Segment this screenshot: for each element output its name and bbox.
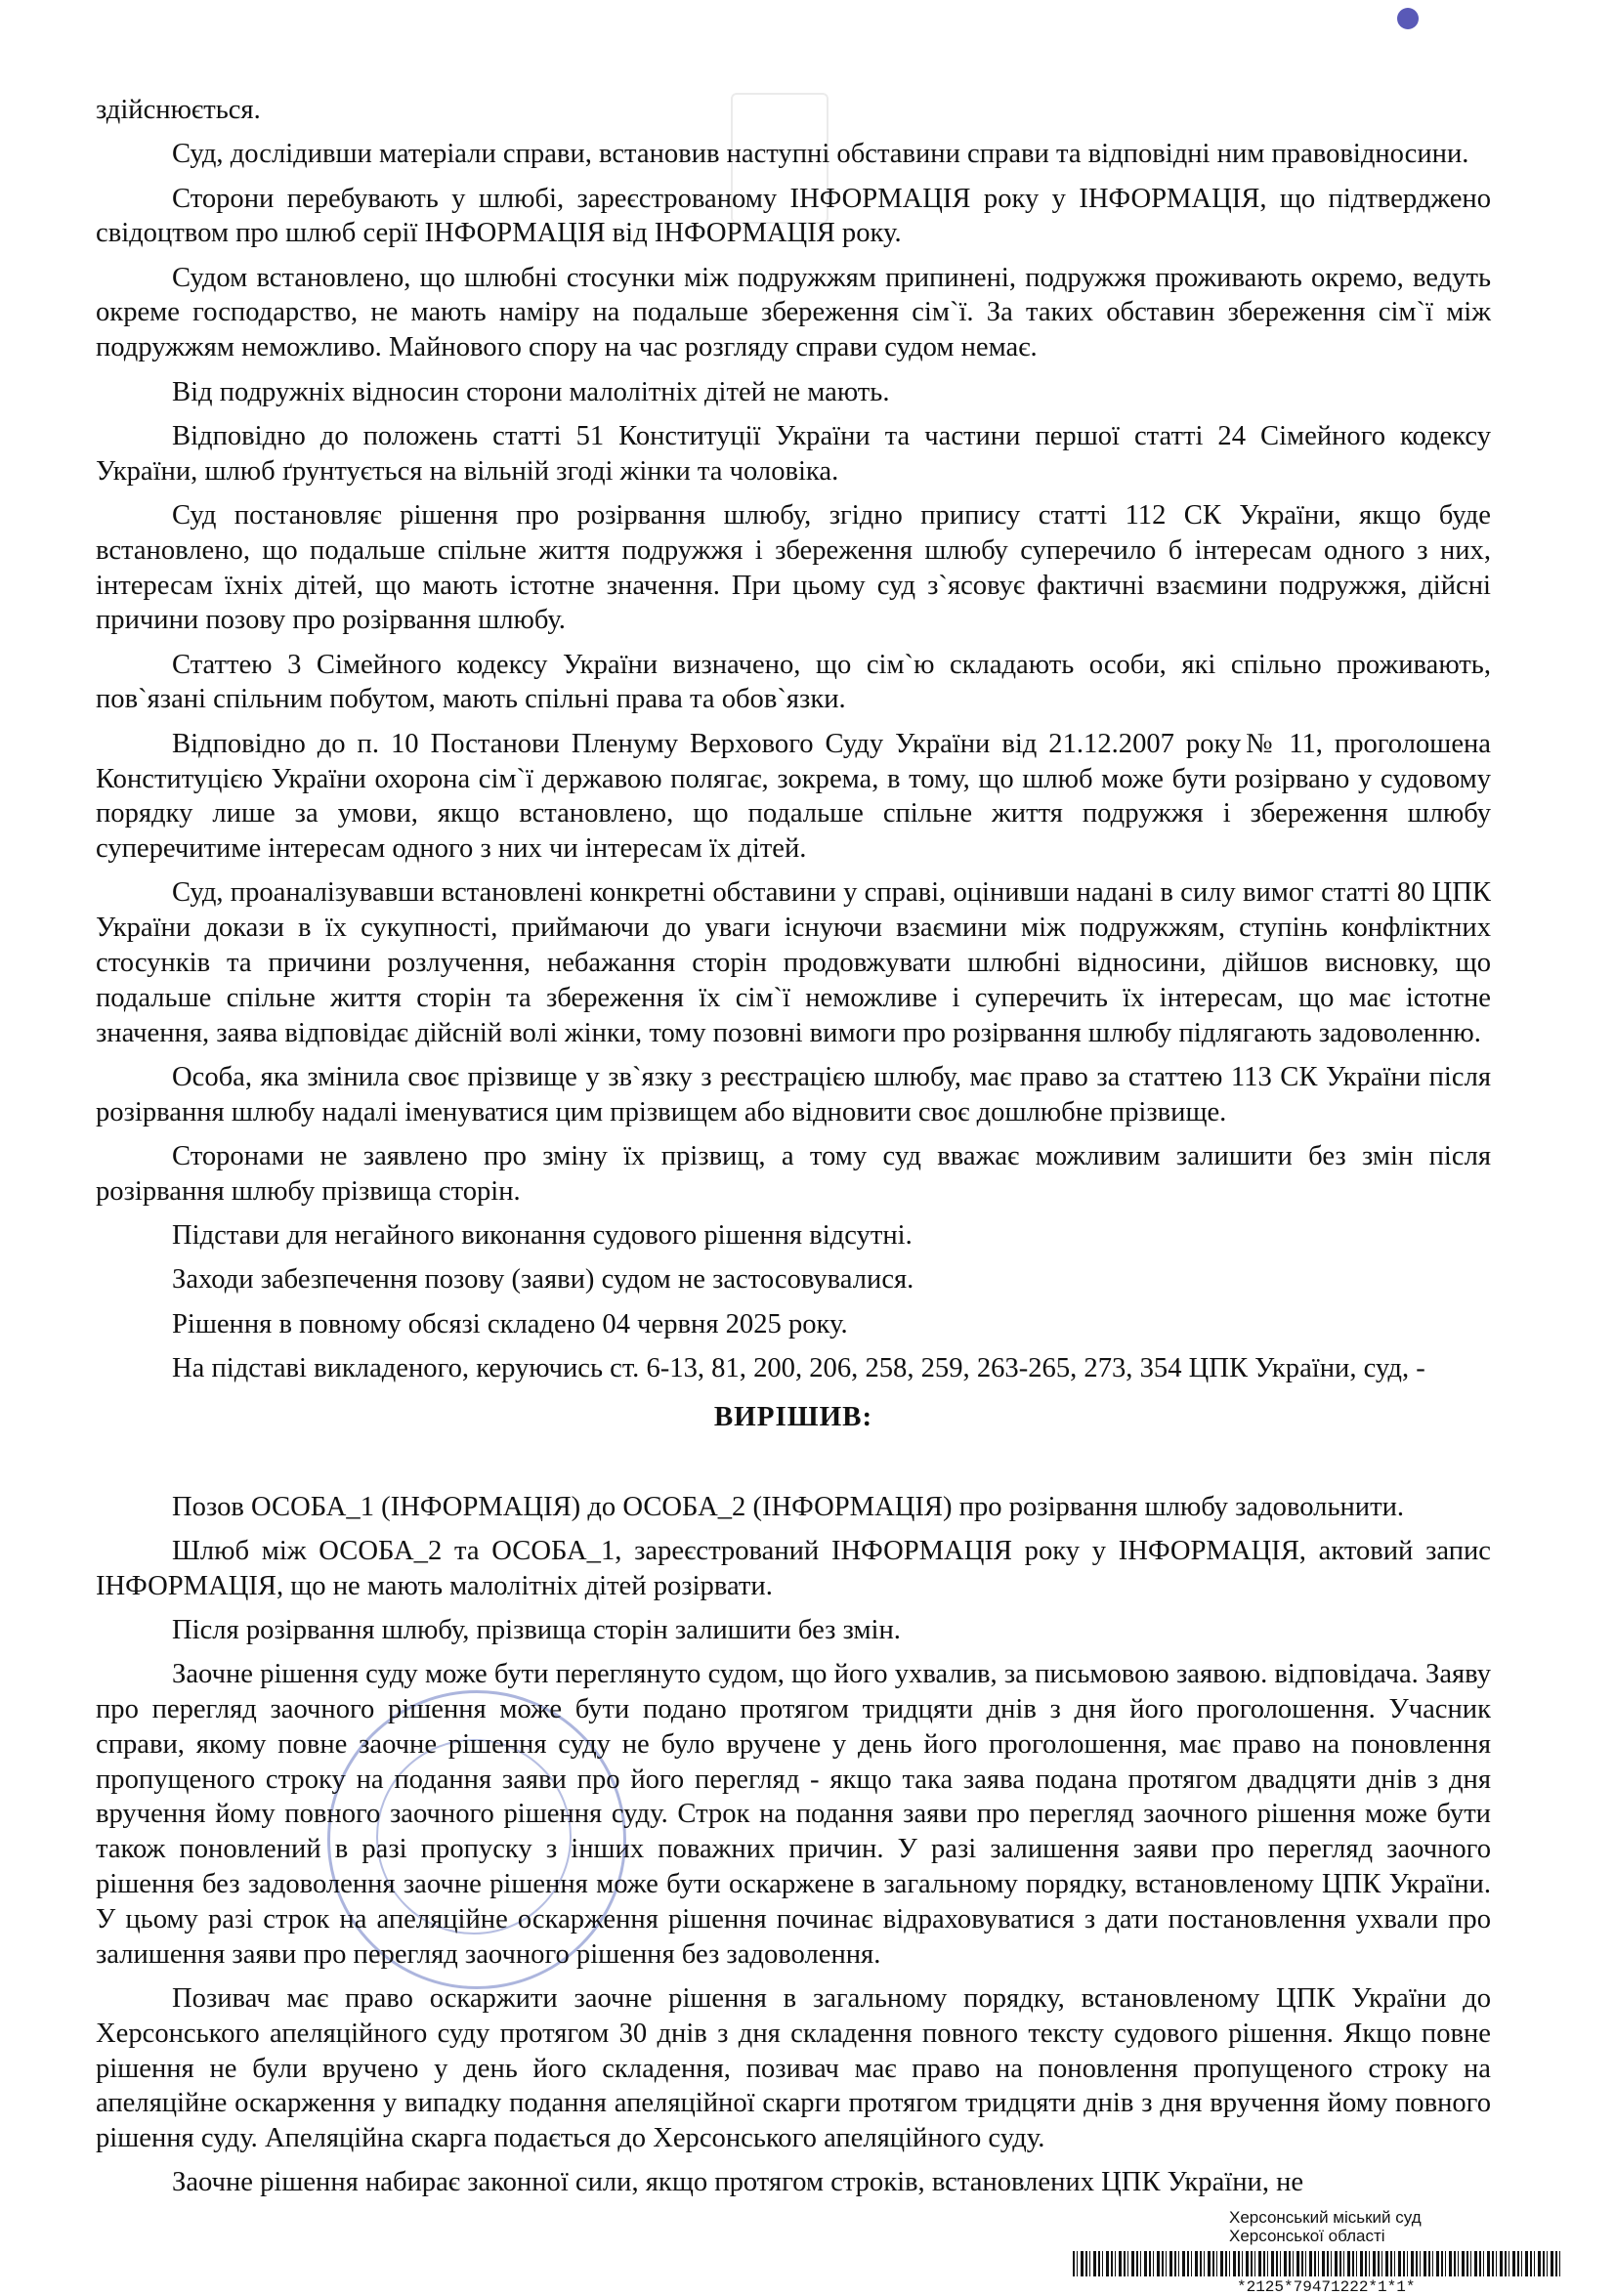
paragraph: Рішення в повному обсязі складено 04 червня 2025 року. (172, 1308, 848, 1339)
paragraph: Підстави для негайного виконання судового рішення відсутні. (172, 1220, 913, 1252)
barcode-icon (1073, 2251, 1561, 2276)
paragraph: Відповідно до п. 10 Постанови Пленуму Верхового Суду України від 21.12.2007 року№ 11, проголошена Конституцією України охорона сім`ї державою полягає, зокрема, в тому, що шлюб може бути розірвано у судовому порядку лише за умови, якщо встановлено, що подальше спільне життя подружжя і збереження шлюбу суперечитиме інтересам одного з них чи інтересам їх дітей. (96, 728, 1491, 865)
document-footer (1073, 2208, 1581, 2296)
paragraph: Від подружніх відносин сторони малолітніх дітей не мають. (172, 376, 890, 407)
paragraph: Судом встановлено, що шлюбні стосунки між подружжям припинені, подружжя проживають окремо, ведуть окреме господарство, не мають наміру на подальше збереження сім`ї. За таких обставин збереження сім`ї між подружжям неможливо. Майнового спору на час розгляду справи судом немає. (96, 262, 1491, 363)
decision-paragraph: Після розірвання шлюбу, прізвища сторін залишити без змін. (172, 1614, 901, 1645)
paragraph: Сторонами не заявлено про зміну їх прізвищ, а тому суд вважає можливим залишити без змін після розірвання шлюбу прізвища сторін. (96, 1141, 1491, 1207)
paragraph: Сторони перебувають у шлюбі, зареєстрованому ІНФОРМАЦІЯ року у ІНФОРМАЦІЯ, що підтверджено свідоцтвом про шлюб серії ІНФОРМАЦІЯ від ІНФОРМАЦІЯ року. (96, 183, 1491, 249)
decision-paragraph: Шлюб між ОСОБА_2 та ОСОБА_1, зареєстрований ІНФОРМАЦІЯ року у ІНФОРМАЦІЯ, актовий запис ІНФОРМАЦІЯ, що не мають малолітніх дітей розірвати. (96, 1535, 1491, 1601)
decision-paragraph: Позов ОСОБА_1 (ІНФОРМАЦІЯ) до ОСОБА_2 (ІНФОРМАЦІЯ) про розірвання шлюбу задовольнити. (172, 1491, 1405, 1522)
ink-mark-icon (1397, 8, 1419, 29)
court-name-line: Херсонський міський суд (1229, 2208, 1422, 2227)
court-region-line: Херсонської області (1229, 2227, 1385, 2245)
decision-heading: ВИРІШИВ: (713, 1400, 873, 1432)
document-body (96, 93, 1491, 2210)
paragraph: Суд, дослідивши матеріали справи, встановив наступні обставини справи та відповідні ним правовідносини. (172, 139, 1469, 170)
barcode-number: *2125*79471222*1*1* (1237, 2278, 1416, 2296)
paragraph: Суд постановляє рішення про розірвання шлюбу, згідно припису статті 112 СК України, якщо буде встановлено, що подальше спільне життя подружжя і збереження шлюбу суперечило б інтересам одного з них, інтересам їхніх дітей, що мають істотне значення. При цьому суд з`ясовує фактичні взаємини подружжя, дійсні причини позову про розірвання шлюбу. (96, 499, 1491, 636)
decision-paragraph: Заочне рішення набирає законної сили, якщо протягом строків, встановлених ЦПК України, не (172, 2167, 1304, 2198)
paragraph: Статтею 3 Сімейного кодексу України визначено, що сім`ю складають особи, які спільно проживають, пов`язані спільним побутом, мають спільні права та обов`язки. (96, 649, 1491, 715)
paragraph: Суд, проаналізувавши встановлені конкретні обставини у справі, оцінивши надані в силу вимог статті 80 ЦПК України докази в їх сукупності, приймаючи до уваги існуючи взаємини між подружжям, ступінь конфліктних стосунків та причини розлучення, небажання сторін продовжувати шлюбні відносини, дійшов висновку, що подальше спільне життя сторін та збереження їх сім`ї неможливе і суперечить їх інтересам, що має істотне значення, заява відповідає дійсній волі жінки, тому позовні вимоги про розірвання шлюбу підлягають задоволенню. (96, 877, 1491, 1048)
paragraph: Відповідно до положень статті 51 Конституції України та частини першої статті 24 Сімейного кодексу України, шлюб ґрунтується на вільній згоді жінки та чоловіка. (96, 420, 1491, 487)
paragraph: здійснюється. (96, 95, 261, 125)
paragraph: На підставі викладеного, керуючись ст. 6-13, 81, 200, 206, 258, 259, 263-265, 273, 354 ЦПК України, суд, - (172, 1353, 1425, 1383)
decision-paragraph: Позивач має право оскаржити заочне рішення в загальному порядку, встановленому ЦПК України до Херсонського апеляційного суду протягом 30 днів з дня складення повного тексту судового рішення. Якщо повне рішення не були вручено у день його складення, позивач має право на поновлення пропущеного строку на апеляційне оскарження у випадку подання апеляційної скарги протягом тридцяти днів з дня вручення йому повного рішення суду. Апеляційна скарга подається до Херсонського апеляційного суду. (96, 1982, 1491, 2154)
decision-paragraph: Заочне рішення суду може бути переглянуто судом, що його ухвалив, за письмовою заявою. відповідача. Заяву про перегляд заочного рішення може бути подано протягом тридцяти днів з дня його проголошення. Учасник справи, якому повне заочне рішення суду не було вручене у день його проголошення, має право на поновлення пропущеного строку на подання заяви про його перегляд - якщо така заява подана протягом двадцяти днів з дня вручення йому повного заочного рішення суду. Строк на подання заяви про перегляд заочного рішення може бути також поновлений в разі пропуску з інших поважних причин. У разі залишення заяви про перегляд заочного рішення без задоволення заочне рішення може бути оскаржене в загальному порядку, встановленому ЦПК України. У цьому разі строк на апеляційне оскарження рішення починає відраховуватися з дати постановлення ухвали про залишення заяви про перегляд заочного рішення без задоволення. (96, 1659, 1491, 1970)
paragraph: Заходи забезпечення позову (заяви) судом не застосовувалися. (172, 1264, 914, 1296)
paragraph: Особа, яка змінила своє прізвище у зв`язку з реєстрацією шлюбу, має право за статтею 113 СК України після розірвання шлюбу надалі іменуватися цим прізвищем або відновити своє дошлюбне прізвище. (96, 1061, 1491, 1127)
